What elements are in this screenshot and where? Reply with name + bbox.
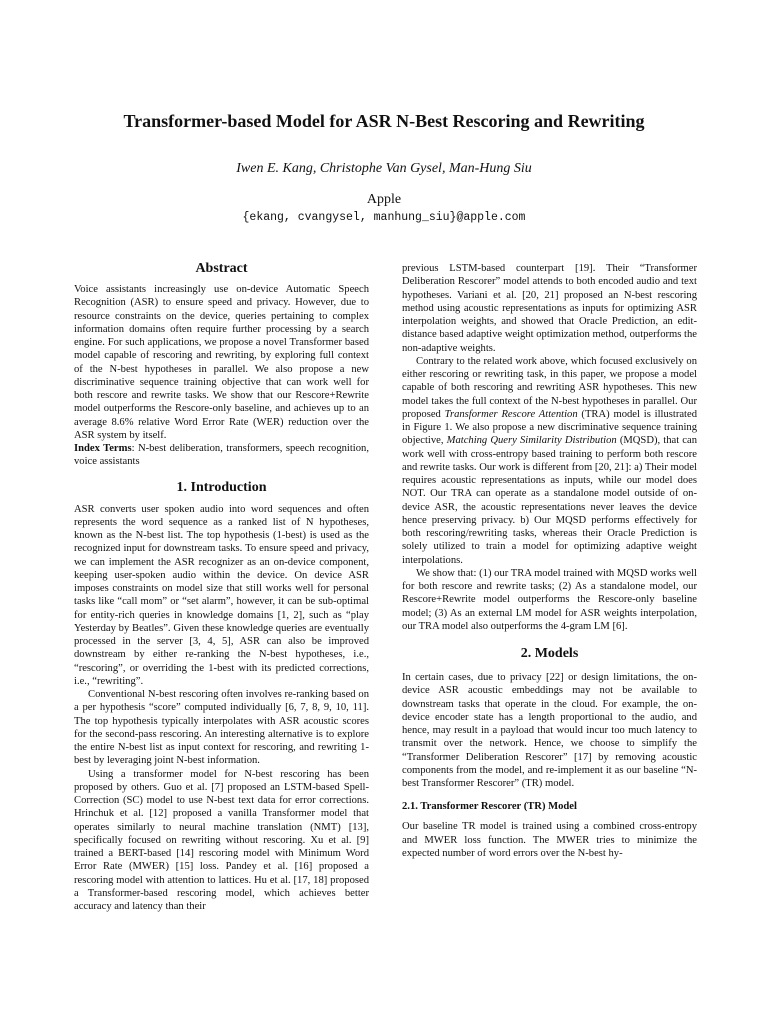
left-column xyxy=(74,260,369,913)
abstract-heading: Abstract xyxy=(195,261,248,276)
tr-model-subheading: 2.1. Transformer Rescorer (TR) Model xyxy=(402,801,577,813)
intro-p5-part-b: (TRA) model is illustrated in Figure 1. We also propose a new discriminative sequence training objective, xyxy=(402,408,697,447)
right-column xyxy=(402,262,697,860)
mqsd-term: Matching Query Similarity Distribution xyxy=(446,435,617,447)
intro-paragraph-3: Using a transformer model for N-best rescoring has been proposed by others. Guo et al. [7] proposed an LSTM-based Spell-Correction (SC) model to use N-best text data for error corrections. Hrinchuk et al. [12] proposed a vanilla Transformer model that operates similarly to neural machine translation (NMT) [13], specifically focused on rewriting without rescoring. Xu et al. [9] trained a BERT-based [14] rescoring model with Minimum Word Error Rate (MWER) [15] loss. Pandey et al. [16] proposed a rescoring model with attention to lattices. Hu et al. [17, 18] proposed a Transformer-based rescoring model, which achieves better accuracy and latency than their xyxy=(74,768,369,912)
intro-paragraph-4: previous LSTM-based counterpart [19]. Their “Transformer Deliberation Rescorer” model attends to both encoded audio and text hypotheses. Variani et al. [20, 21] proposed an N-best rescoring method using acoustic representations as inputs for optimizing ASR interpolation weights, and showed that Oracle Prediction, an edit-distance based adaptive weight optimization method, outperforms the non-adaptive weights. xyxy=(402,263,697,354)
models-heading: 2. Models xyxy=(520,646,579,661)
index-terms-text: : N-best deliberation, transformers, speech recognition, voice assistants xyxy=(74,443,369,468)
abstract-text: Voice assistants increasingly use on-device Automatic Speech Recognition (ASR) to ensure speed and privacy. However, due to resource constraints on the device, queries pertaining to complex information domains often require further processing by a search engine. For such applications, we propose a novel Transformer based model capable of rescoring and rewriting, by exploring full context of the N-best hypotheses in parallel. We also propose a new discriminative sequence training objective that can work well for both rescore and rewrite tasks. We show that our Rescore+Rewrite model outperforms the Rescore-only baseline, and achieves up to an average 8.6% relative Word Error Rate (WER) reduction over the ASR system by itself. xyxy=(74,284,369,441)
email: {ekang, cvangysel, manhung_siu}@apple.com xyxy=(242,211,526,224)
intro-paragraph-5 xyxy=(402,355,697,567)
intro-paragraph-6: We show that: (1) our TRA model trained with MQSD works well for both rescore and rewrite tasks; (2) As a standalone model, our Rescore+Rewrite model outperforms the Rescore-only baseline model; (3) As an external LM model for ASR weights interpolation, our TRA model also outperforms the 4-gram LM [6]. xyxy=(402,567,697,632)
affiliation: Apple xyxy=(366,192,402,207)
introduction-heading: 1. Introduction xyxy=(176,479,267,495)
intro-paragraph-2: Conventional N-best rescoring often involves re-ranking based on a per hypothesis “score” computed individually [6, 7, 8, 9, 10, 11]. The top hypothesis typically interpolates with ASR acoustic scores for the second-pass rescoring. An interesting alternative is to explore the entire N-best list as input context for rescoring, and rewriting 1-best by leveraging joint N-best information. xyxy=(74,689,369,767)
index-terms-label: Index Terms xyxy=(74,443,132,454)
models-paragraph-1: In certain cases, due to privacy [22] or design limitations, the on-device ASR acoustic embeddings may not be available to downstream tasks that operate in the cloud. For example, the on-device encoder state has a length proportional to the audio, and hence, may result in a payload that would incur too much latency to transmit over the network. Hence, we choose to simplify the “Transformer Deliberation Rescorer” [17] by removing acoustic components from the model, and re-implement it as our baseline “N-best Transformer Rescorer” (TR) model. xyxy=(402,672,697,789)
models-paragraph-2: Our baseline TR model is trained using a combined cross-entropy and MWER loss function. The MWER tries to minimize the expected number of word errors over the N-best hy- xyxy=(402,821,697,859)
authors: Iwen E. Kang, Christophe Van Gysel, Man-Hung Siu xyxy=(236,161,532,176)
intro-paragraph-1: ASR converts user spoken audio into word sequences and often represents the word sequence as a ranked list of N hypotheses, known as the N-best list. The top hypothesis (1-best) is used as the recognized input for downstream tasks. To ensure speed and privacy, we can implement the ASR recognizer as an on-device component, keeping user-spoken audio within the device. On device ASR imposes constraints on model size that still works well for personal tasks like “call mom” or “set alarm”, however, it can be sub-optimal for entity-rich queries in knowledge domains [1, 2], such as “play Yesterday by Beatles”. Given these knowledge queries are eventually processed in the server [3, 4, 5], ASR can also be improved downstream by either re-ranking the N-best hypotheses, i.e., “rescoring”, or overriding the 1-best with its predicted corrections, i.e., “rewriting”. xyxy=(74,503,369,687)
tra-term: Transformer Rescore Attention xyxy=(444,408,578,420)
intro-p5-part-a: Contrary to the related work above, which focused exclusively on either rescoring or rewriting task, in this paper, we propose a model capable of both rescoring and rewriting ASR hypotheses. This new model takes the full context of the N-best hypotheses in parallel. Our proposed xyxy=(402,355,697,420)
index-terms xyxy=(74,442,369,469)
paper-title: Transformer-based Model for ASR N-Best Rescoring and Rewriting xyxy=(123,111,645,131)
intro-p5-part-c: (MQSD), that can work well with cross-entropy based training to perform both rescore and rewrite tasks. Our work is different from [20, 21]: a) Their model requires acoustic representations as inputs, while our model does NOT. Our TRA can operate as a standalone model outside of on-device ASR, the acoustic representations never leaves the device hence preserving privacy. b) Our MQSD performs effectively for both rescoring/rewriting tasks, whereas their Oracle Prediction is solely utilized to train a model for optimizing adaptive weight interpolations. xyxy=(402,435,698,566)
